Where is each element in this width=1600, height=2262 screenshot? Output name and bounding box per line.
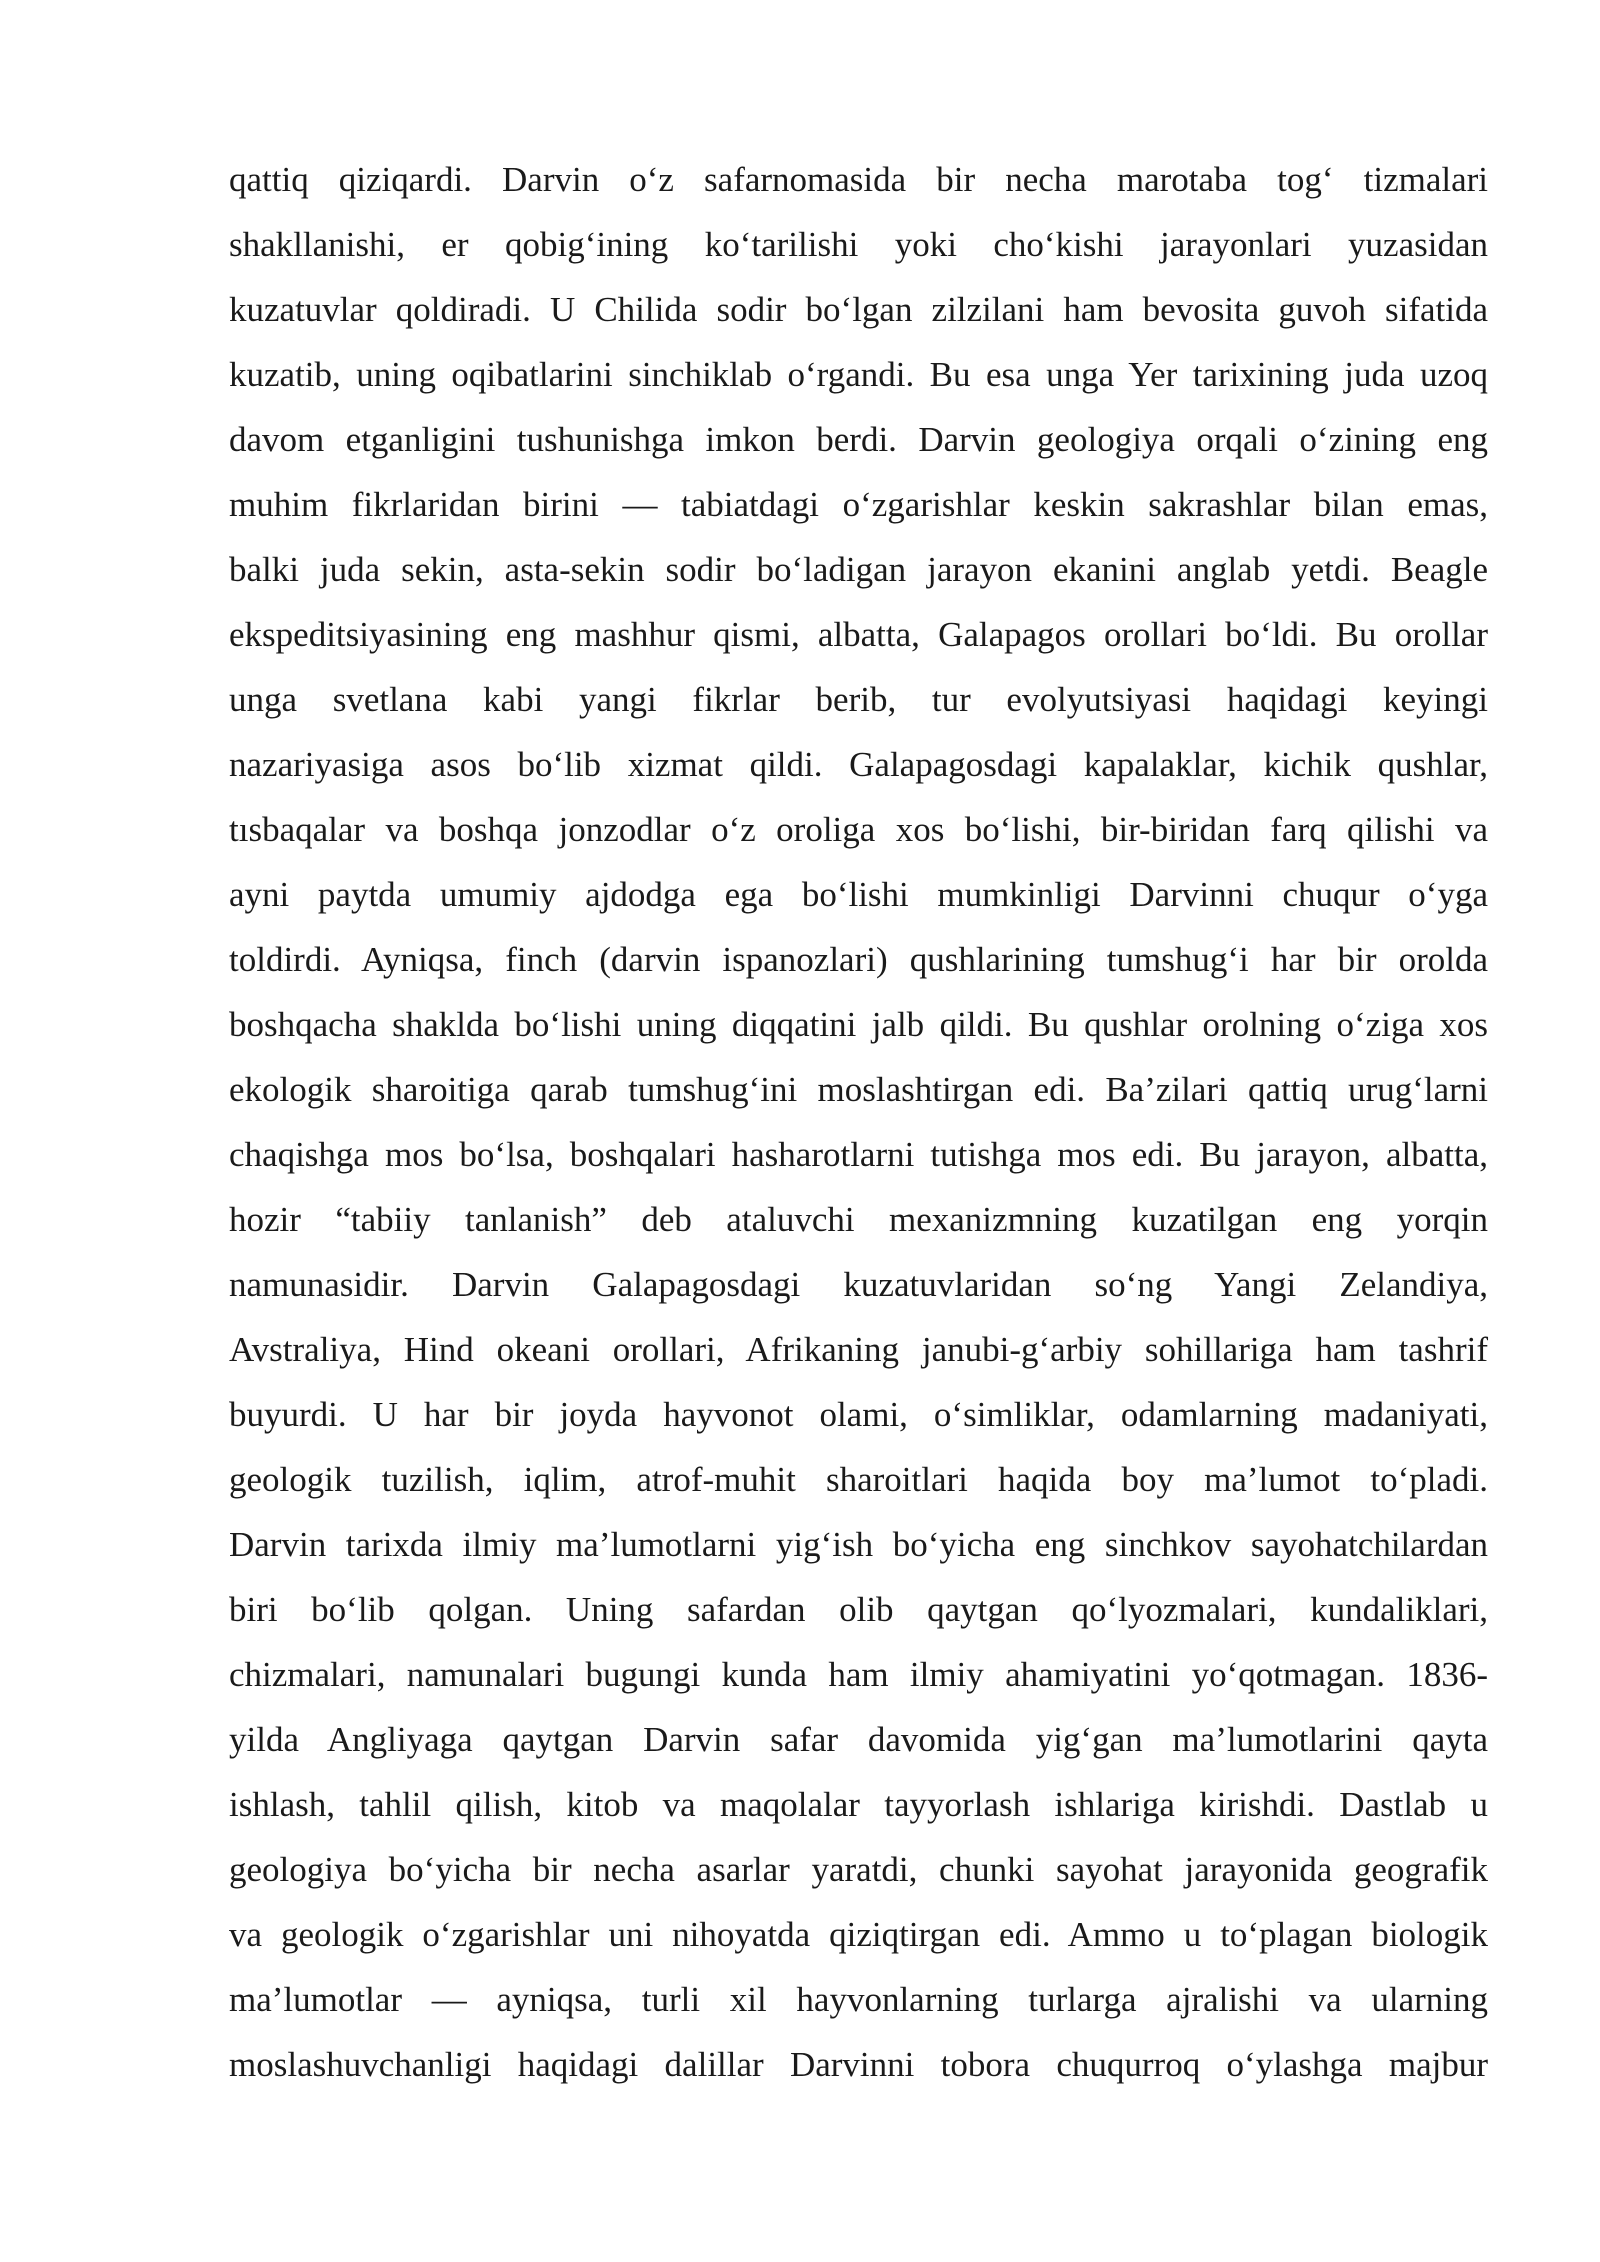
text-line: nazariyasiga asos bo‘lib xizmat qildi. Galapagosdagi kapalaklar, kichik qushlar, — [229, 745, 1488, 784]
text-line: yilda Angliyaga qaytgan Darvin safar davomida yig‘gan ma’lumotlarini qayta — [229, 1720, 1488, 1759]
text-line: ekologik sharoitiga qarab tumshug‘ini moslashtirgan edi. Ba’zilari qattiq urug‘larni — [229, 1070, 1488, 1109]
text-line: davom etganligini tushunishga imkon berdi. Darvin geologiya orqali o‘zining eng — [229, 420, 1488, 459]
text-line: muhim fikrlaridan birini — tabiatdagi o‘zgarishlar keskin sakrashlar bilan emas, — [229, 485, 1488, 524]
text-line: biri bo‘lib qolgan. Uning safardan olib qaytgan qo‘lyozmalari, kundaliklari, — [229, 1590, 1488, 1629]
text-line: buyurdi. U har bir joyda hayvonot olami, o‘simliklar, odamlarning madaniyati, — [229, 1395, 1488, 1434]
text-line: hozir “tabiiy tanlanish” deb ataluvchi mexanizmning kuzatilgan eng yorqin — [229, 1200, 1488, 1239]
text-line: moslashuvchanligi haqidagi dalillar Darvinni tobora chuqurroq o‘ylashga majbur — [229, 2045, 1488, 2084]
text-line: kuzatib, uning oqibatlarini sinchiklab o‘rgandi. Bu esa unga Yer tarixining juda uzoq — [229, 355, 1488, 394]
text-line: tısbaqalar va boshqa jonzodlar o‘z oroliga xos bo‘lishi, bir-biridan farq qilishi va — [229, 810, 1488, 849]
text-line: geologik tuzilish, iqlim, atrof-muhit sharoitlari haqida boy ma’lumot to‘pladi. — [229, 1460, 1488, 1499]
text-line: chizmalari, namunalari bugungi kunda ham ilmiy ahamiyatini yo‘qotmagan. 1836- — [229, 1655, 1488, 1694]
text-line: ma’lumotlar — ayniqsa, turli xil hayvonlarning turlarga ajralishi va ularning — [229, 1980, 1488, 2019]
text-line: namunasidir. Darvin Galapagosdagi kuzatuvlaridan so‘ng Yangi Zelandiya, — [229, 1265, 1488, 1304]
text-line: chaqishga mos bo‘lsa, boshqalari hasharotlarni tutishga mos edi. Bu jarayon, albatta, — [229, 1135, 1488, 1174]
text-line: toldirdi. Ayniqsa, finch (darvin ispanozlari) qushlarining tumshug‘i har bir orolda — [229, 940, 1488, 979]
text-line: balki juda sekin, asta-sekin sodir bo‘ladigan jarayon ekanini anglab yetdi. Beagle — [229, 550, 1488, 589]
text-line: ayni paytda umumiy ajdodga ega bo‘lishi mumkinligi Darvinni chuqur o‘yga — [229, 875, 1488, 914]
text-line: ekspeditsiyasining eng mashhur qismi, albatta, Galapagos orollari bo‘ldi. Bu orollar — [229, 615, 1488, 654]
text-line: Darvin tarixda ilmiy ma’lumotlarni yig‘ish bo‘yicha eng sinchkov sayohatchilardan — [229, 1525, 1488, 1564]
text-line: qattiq qiziqardi. Darvin o‘z safarnomasida bir necha marotaba tog‘ tizmalari — [229, 160, 1488, 199]
text-line: va geologik o‘zgarishlar uni nihoyatda qiziqtirgan edi. Ammo u to‘plagan biologik — [229, 1915, 1488, 1954]
text-line: boshqacha shaklda bo‘lishi uning diqqatini jalb qildi. Bu qushlar orolning o‘ziga xos — [229, 1005, 1488, 1044]
text-line: ishlash, tahlil qilish, kitob va maqolalar tayyorlash ishlariga kirishdi. Dastlab u — [229, 1785, 1488, 1824]
text-line: unga svetlana kabi yangi fikrlar berib, tur evolyutsiyasi haqidagi keyingi — [229, 680, 1488, 719]
text-line: shakllanishi, er qobig‘ining ko‘tarilishi yoki cho‘kishi jarayonlari yuzasidan — [229, 225, 1488, 264]
text-line: kuzatuvlar qoldiradi. U Chilida sodir bo‘lgan zilzilani ham bevosita guvoh sifatida — [229, 290, 1488, 329]
body-text — [229, 147, 1488, 2097]
text-line: geologiya bo‘yicha bir necha asarlar yaratdi, chunki sayohat jarayonida geografik — [229, 1850, 1488, 1889]
text-line: Avstraliya, Hind okeani orollari, Afrikaning janubi-g‘arbiy sohillariga ham tashrif — [229, 1330, 1488, 1369]
